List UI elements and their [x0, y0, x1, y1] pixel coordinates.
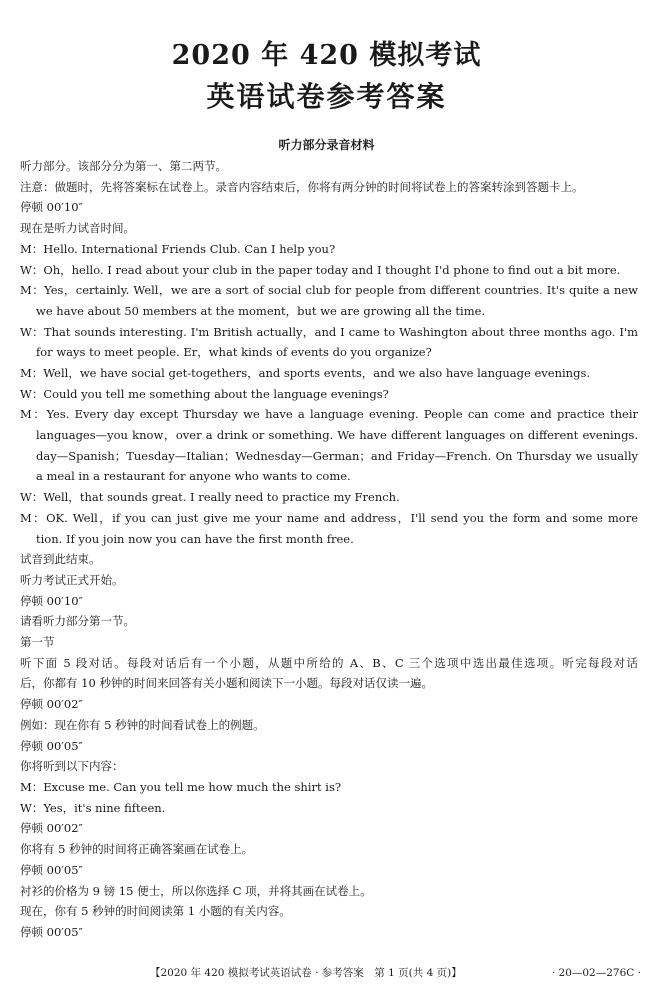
text-line: 后，你都有 10 秒钟的时间来回答有关小题和阅读下一小题。每段对话仅读一遍。: [20, 676, 433, 691]
dialogue-line: M：Well，we have social get-togethers，and sports events，and we also have language evenings.: [20, 366, 591, 380]
text-line: 停顿 00′02″: [20, 821, 83, 836]
dialogue-line: W：Well，that sounds great. I really need to practice my French.: [20, 490, 400, 505]
text-line: 你将有 5 秒钟的时间将正确答案画在试卷上。: [20, 842, 254, 857]
text-line: 现在，你有 5 秒钟的时间阅读第 1 小题的有关内容。: [20, 904, 291, 919]
dialogue-line: W：Could you tell me something about the language evenings?: [20, 386, 389, 401]
dialogue-line: M：OK. Well，if you can just give me your name and address，I'll send you the form and some more: [20, 510, 638, 525]
text-line: 停顿 00′10″: [20, 200, 83, 215]
dialogue-line: W：Yes，it's nine fifteen.: [20, 800, 166, 815]
dialogue-line: we have about 50 members at the moment，but we are growing all the time.: [36, 303, 486, 318]
text-line: 注意：做题时，先将答案标在试卷上。录音内容结束后，你将有两分钟的时间将试卷上的答案转涂到答题卡上。: [20, 179, 584, 194]
text-line: 现在是听力试音时间。: [20, 221, 135, 236]
dialogue-line: tion. If you join now you can have the first month free.: [36, 531, 354, 546]
text-line: 试音到此结束。: [20, 552, 101, 567]
dialogue-line: M：Hello. International Friends Club. Can I help you?: [20, 241, 336, 256]
text-line: 衬衫的价格为 9 镑 15 便士，所以你选择 C 项，并将其画在试卷上。: [20, 883, 372, 898]
dialogue-line: languages—you know，over a drink or something. We have different languages on different evenings.: [36, 428, 638, 443]
transcript-body: [20, 156, 638, 943]
dialogue-line: M：Excuse me. Can you tell me how much the shirt is?: [20, 779, 342, 794]
text-line: 停顿 00′05″: [20, 738, 83, 753]
footer-code: · 20—02—276C ·: [551, 967, 641, 979]
section-heading: 听力部分录音材料: [278, 138, 375, 152]
text-line: 第一节: [20, 635, 55, 650]
text-line: 例如：现在你有 5 秒钟的时间看试卷上的例题。: [20, 717, 265, 732]
text-line: 停顿 00′05″: [20, 924, 83, 939]
text-line: 你将听到以下内容：: [20, 759, 124, 774]
text-line: 请看听力部分第一节。: [20, 614, 135, 629]
document-title: 英语试卷参考答案: [206, 80, 447, 113]
dialogue-line: day—Spanish；Tuesday—Italian；Wednesday—German；and Friday—French. On Thursday we usually: [36, 448, 638, 463]
dialogue-line: a meal in a restaurant for anyone who wants to come.: [36, 469, 351, 484]
exam-title: 2020 年 420 模拟考试: [171, 40, 482, 71]
dialogue-line: W：That sounds interesting. I'm British actually，and I came to Washington about three months ago. I'm: [20, 324, 638, 339]
dialogue-line: M：Yes，certainly. Well，we are a sort of social club for people from different countries. It's quite a new: [20, 283, 638, 298]
text-line: 停顿 00′05″: [20, 862, 83, 877]
dialogue-line: W：Oh，hello. I read about your club in the paper today and I thought I'd phone to find out a bit more.: [20, 262, 621, 277]
text-line: 听下面 5 段对话。每段对话后有一个小题，从题中所给的 A、B、C 三个选项中选出最佳选项。听完每段对话: [20, 655, 638, 670]
dialogue-line: M：Yes. Every day except Thursday we have a language evening. People can come and practice their: [20, 407, 638, 422]
footer-page-info: 【2020 年 420 模拟考试英语试卷 · 参考答案 第 1 页(共 4 页)】: [150, 967, 462, 979]
text-line: 听力考试正式开始。: [20, 572, 124, 587]
dialogue-line: for ways to meet people. Er，what kinds of events do you organize?: [36, 345, 432, 360]
text-line: 停顿 00′10″: [20, 593, 83, 608]
text-line: 听力部分。该部分分为第一、第二两节。: [20, 159, 227, 173]
text-line: 停顿 00′02″: [20, 697, 83, 712]
